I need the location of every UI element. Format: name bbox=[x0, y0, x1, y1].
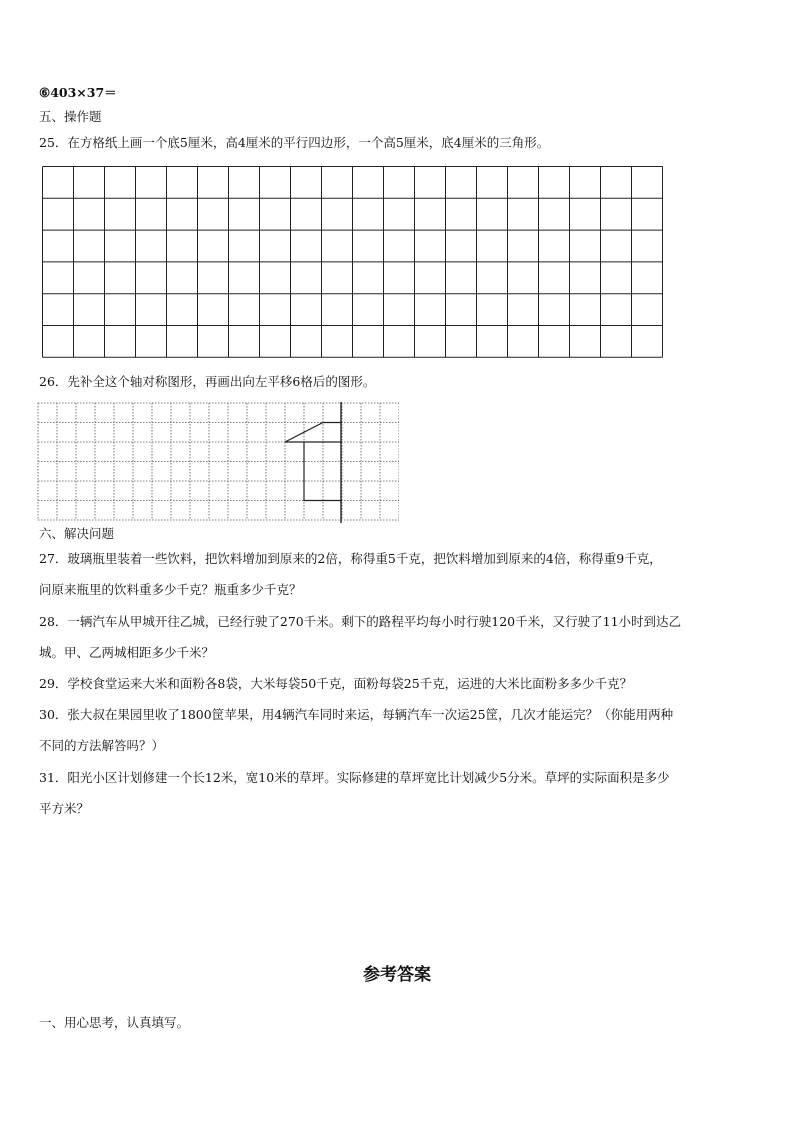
question-30-line1: 30．张大叔在果园里收了1800筐苹果，用4辆汽车同时来运，每辆汽车一次运25筐，几次才能运完？（你能用两种 bbox=[39, 707, 674, 722]
question-29: 29．学校食堂运来大米和面粉各8袋，大米每袋50千克，面粉每袋25千克，运进的大米比面粉多多少千克？ bbox=[39, 676, 633, 691]
section-6-heading: 六、解决问题 bbox=[39, 526, 115, 541]
question-25: 25．在方格纸上画一个底5厘米，高4厘米的平行四边形，一个高5厘米，底4厘米的三角形。 bbox=[39, 135, 550, 150]
question-28-line2: 城。甲、乙两城相距多少千米？ bbox=[39, 645, 215, 660]
question-28-line1: 28．一辆汽车从甲城开往乙城，已经行驶了270千米。剩下的路程平均每小时行驶120千米，又行驶了11小时到达乙 bbox=[39, 614, 682, 629]
q6-calculation: ⑥403×37＝ bbox=[39, 85, 117, 100]
question-31-line2: 平方米？ bbox=[39, 801, 90, 816]
square-grid-paper-25 bbox=[42, 166, 663, 358]
question-26: 26．先补全这个轴对称图形，再画出向左平移6格后的图形。 bbox=[39, 374, 376, 389]
question-27-line1: 27．玻璃瓶里装着一些饮料，把饮料增加到原来的2倍，称得重5千克，把饮料增加到原来的4倍，称得重9千克， bbox=[39, 551, 662, 566]
answer-section-1: 一、用心思考，认真填写。 bbox=[39, 1015, 190, 1030]
dotted-grid-26 bbox=[37, 402, 399, 524]
question-30-line2: 不同的方法解答吗？） bbox=[39, 738, 165, 753]
question-27-line2: 问原来瓶里的饮料重多少千克？瓶重多少千克？ bbox=[39, 582, 302, 597]
section-5-heading: 五、操作题 bbox=[39, 109, 102, 124]
answer-key-title: 参考答案 bbox=[363, 965, 431, 985]
question-31-line1: 31．阳光小区计划修建一个长12米，宽10米的草坪。实际修建的草坪宽比计划减少5分米。草坪的实际面积是多少 bbox=[39, 770, 670, 785]
